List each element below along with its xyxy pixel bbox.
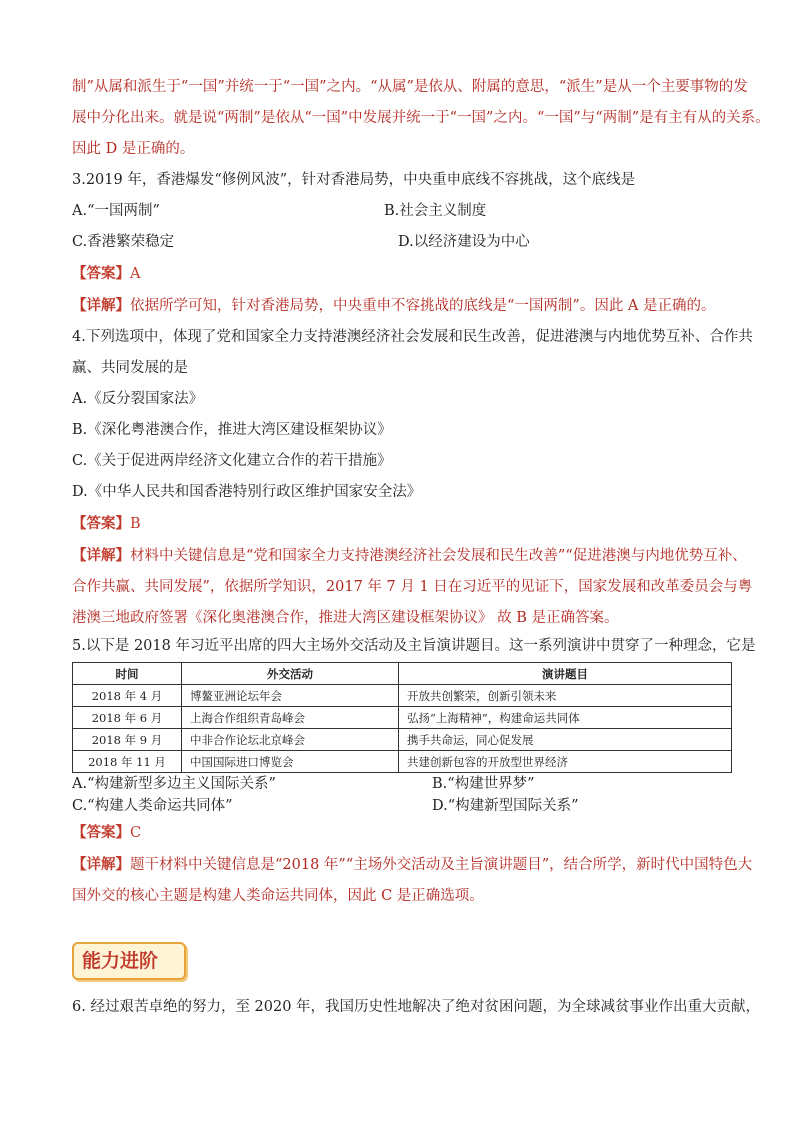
detail-label: 【详解】	[72, 547, 130, 564]
table-cell: 2018 年 11 月	[73, 751, 182, 773]
answer-label: 【答案】	[72, 515, 130, 532]
q5-options-row-2	[72, 795, 732, 817]
q6-stem: 6. 经过艰苦卓绝的努力，至 2020 年，我国历史性地解决了绝对贫困问题，为全球减贫事业作出重大贡献，	[72, 999, 761, 1015]
q5-stem: 5.以下是 2018 年习近平出席的四大主场外交活动及主旨演讲题目。这一系列演讲中贯穿了一种理念，它是	[72, 638, 756, 654]
q4-option-b: B.《深化粤港澳合作，推进大湾区建设框架协议》	[72, 422, 392, 438]
q4-detail-line-3: 港澳三地政府签署《深化奥港澳合作，推进大湾区建设框架协议》 故 B 是正确答案。	[72, 610, 619, 626]
section-title: 能力进阶	[82, 950, 159, 972]
q4-answer	[72, 508, 732, 540]
table-cell: 开放共创繁荣，创新引领未来	[399, 685, 732, 707]
q5-answer	[72, 817, 732, 849]
q5-option-a: A.“构建新型多边主义国际关系”	[72, 776, 276, 792]
q4-option-c: C.《关于促进两岸经济文化建立合作的若干措施》	[72, 453, 392, 469]
q3-options-row-2	[72, 227, 732, 258]
answer-value: A	[130, 266, 141, 282]
q5-table	[72, 662, 732, 773]
table-cell: 2018 年 9 月	[73, 729, 182, 751]
table-cell: 中非合作论坛北京峰会	[182, 729, 399, 751]
q4-option-d: D.《中华人民共和国香港特别行政区维护国家安全法》	[72, 484, 422, 500]
q3-detail	[72, 290, 732, 322]
q3-options-row-1	[72, 196, 732, 227]
table-cell: 中国国际进口博览会	[182, 751, 399, 773]
answer-label: 【答案】	[72, 265, 130, 282]
table-header-row	[73, 663, 732, 685]
prev-answer-line-3: 因此 D 是正确的。	[72, 141, 195, 157]
detail-text: 题干材料中关键信息是“2018 年”“主场外交活动及主旨演讲题目”，结合所学，新时代中国特色大	[130, 857, 753, 873]
table-cell: 2018 年 6 月	[73, 707, 182, 729]
q5-option-c: C.“构建人类命运共同体”	[72, 798, 233, 814]
q4-option-a: A.《反分裂国家法》	[72, 391, 204, 407]
document-page	[72, 72, 770, 1023]
q5-option-d: D.“构建新型国际关系”	[432, 798, 579, 814]
table-header: 外交活动	[182, 663, 399, 685]
q3-option-a: A.“一国两制”	[72, 203, 160, 219]
q3-stem: 3.2019 年，香港爆发“修例风波”，针对香港局势，中央重申底线不容挑战，这个底线是	[72, 172, 636, 188]
table-row	[73, 707, 732, 729]
q3-answer	[72, 258, 732, 290]
q5-option-b: B.“构建世界梦”	[432, 776, 535, 792]
table-cell: 上海合作组织青岛峰会	[182, 707, 399, 729]
detail-label: 【详解】	[72, 297, 130, 314]
q3-option-d: D.以经济建设为中心	[398, 234, 530, 250]
table-row	[73, 729, 732, 751]
table-row	[73, 685, 732, 707]
q3-option-c: C.香港繁荣稳定	[72, 234, 175, 250]
table-cell: 弘扬“上海精神”，构建命运共同体	[399, 707, 732, 729]
table-cell: 博鳌亚洲论坛年会	[182, 685, 399, 707]
table-cell: 携手共命运，同心促发展	[399, 729, 732, 751]
table-cell: 2018 年 4 月	[73, 685, 182, 707]
table-header: 演讲题目	[399, 663, 732, 685]
q4-detail-line-2: 合作共赢、共同发展”，依据所学知识，2017 年 7 月 1 日在习近平的见证下，国家发展和改革委员会与粤	[72, 579, 753, 595]
q5-options-row-1	[72, 773, 732, 795]
answer-value: B	[130, 516, 141, 532]
table-header: 时间	[73, 663, 182, 685]
q4-detail-line-1	[72, 540, 747, 572]
detail-label: 【详解】	[72, 856, 130, 873]
section-banner	[72, 936, 186, 978]
q4-stem-line-2: 赢、共同发展的是	[72, 360, 188, 376]
q3-option-b: B.社会主义制度	[384, 203, 487, 219]
q5-detail-line-1	[72, 849, 753, 881]
table-cell: 共建创新包容的开放型世界经济	[399, 751, 732, 773]
answer-label: 【答案】	[72, 824, 130, 841]
prev-answer-line-1: 制”从属和派生于“一国”并统一于“一国”之内。“从属”是依从、附属的意思，“派生”是从一个主要事物的发	[72, 79, 748, 95]
table-row	[73, 751, 732, 773]
q4-stem-line-1: 4.下列选项中，体现了党和国家全力支持港澳经济社会发展和民生改善，促进港澳与内地优势互补、合作共	[72, 329, 753, 345]
detail-text: 依据所学可知，针对香港局势，中央重申不容挑战的底线是“一国两制”。因此 A 是正确的。	[130, 298, 716, 314]
answer-value: C	[130, 825, 142, 841]
prev-answer-line-2: 展中分化出来。就是说“两制”是依从“一国”中发展并统一于“一国”之内。“一国”与“两制”是有主有从的关系。	[72, 110, 770, 126]
detail-text: 材料中关键信息是“党和国家全力支持港澳经济社会发展和民生改善”“促进港澳与内地优势互补、	[130, 548, 747, 564]
q5-detail-line-2: 国外交的核心主题是构建人类命运共同体，因此 C 是正确选项。	[72, 888, 484, 904]
